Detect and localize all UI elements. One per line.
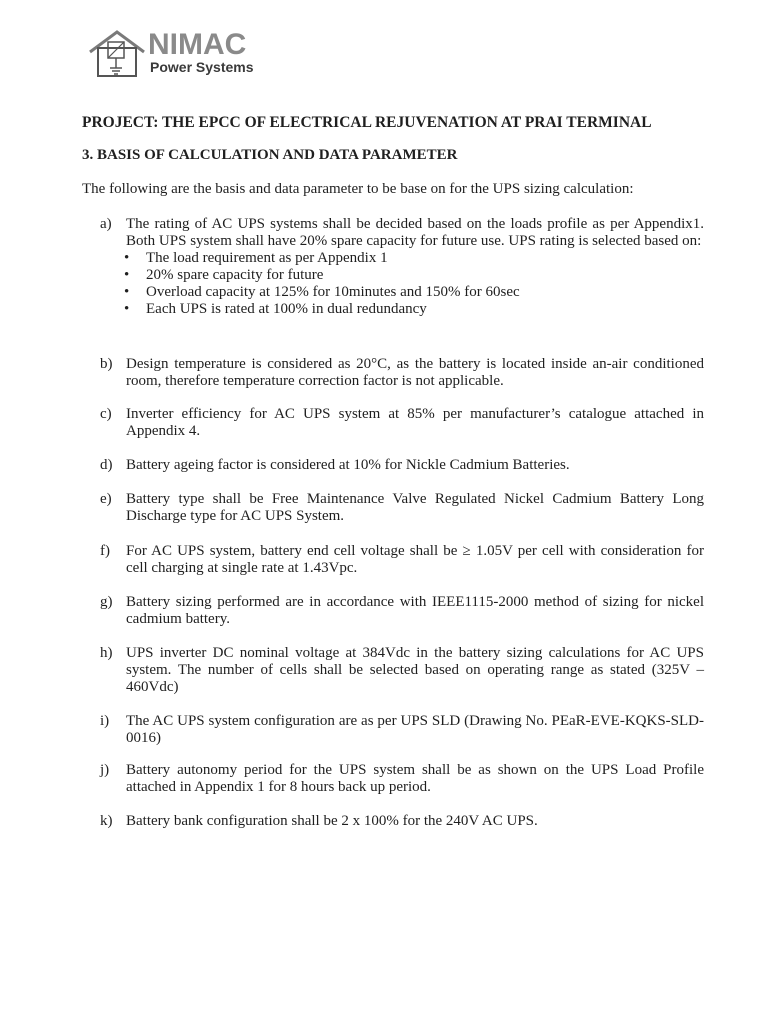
bullet-item: • 20% spare capacity for future: [124, 267, 324, 283]
list-marker: b): [100, 356, 113, 372]
list-marker: k): [100, 813, 113, 829]
list-marker: h): [100, 645, 113, 661]
bullet-list: [100, 250, 704, 318]
bullet-item: • Overload capacity at 125% for 10minutes and 150% for 60sec: [124, 284, 520, 300]
list-item-g: [100, 594, 704, 628]
list-item-text: The AC UPS system configuration are as per UPS SLD (Drawing No. PEaR-EVE-KQKS-SLD-0016): [126, 713, 704, 746]
logo-brand-text: NIMAC: [148, 28, 247, 61]
bullet-icon: •: [124, 284, 130, 300]
company-logo: [88, 28, 288, 80]
list-item-text: UPS inverter DC nominal voltage at 384Vdc in the battery sizing calculations for AC UPS system. The number of cells shall be selected based on operating range as stated (325V – 460Vdc): [126, 645, 704, 695]
list-marker: j): [100, 762, 110, 778]
list-item-text: Battery autonomy period for the UPS system shall be as shown on the UPS Load Profile attached in Appendix 1 for 8 hours back up period.: [126, 762, 704, 795]
list-item-i: [100, 713, 704, 747]
list-item-f: [100, 543, 704, 577]
list-item-k: [100, 813, 704, 830]
list-marker: f): [100, 543, 110, 559]
list-item-h: [100, 645, 704, 696]
bullet-icon: •: [124, 267, 130, 283]
section-title: 3. BASIS OF CALCULATION AND DATA PARAMETER: [82, 147, 458, 163]
list-item-a: [100, 216, 704, 318]
bullet-item: • Each UPS is rated at 100% in dual redundancy: [124, 301, 427, 317]
list-item-text: Inverter efficiency for AC UPS system at 85% per manufacturer’s catalogue attached in Appendix 4.: [126, 406, 704, 439]
list-item-text: For AC UPS system, battery end cell voltage shall be ≥ 1.05V per cell with consideration for cell charging at single rate at 1.43Vpc.: [126, 543, 704, 576]
list-marker: e): [100, 491, 112, 507]
list-item-j: [100, 762, 704, 796]
bullet-item: • The load requirement as per Appendix 1: [124, 250, 388, 266]
intro-paragraph: The following are the basis and data parameter to be base on for the UPS sizing calculation:: [82, 181, 634, 197]
list-item-text: Design temperature is considered as 20°C, as the battery is located inside an-air conditioned room, therefore temperature correction factor is not applicable.: [126, 356, 704, 389]
list-marker: c): [100, 406, 112, 422]
list-item-b: [100, 356, 704, 390]
list-item-text: Battery type shall be Free Maintenance Valve Regulated Nickel Cadmium Battery Long Discharge type for AC UPS System.: [126, 491, 704, 524]
list-item-c: [100, 406, 704, 440]
list-item-text: Battery ageing factor is considered at 10% for Nickle Cadmium Batteries.: [126, 457, 570, 473]
list-item-text: The rating of AC UPS systems shall be decided based on the loads profile as per Appendix1. Both UPS system shall have 20% spare capacity for future use. UPS rating is selected based on:: [126, 216, 704, 249]
list-item-e: [100, 491, 704, 525]
list-marker: g): [100, 594, 113, 610]
list-marker: i): [100, 713, 110, 729]
house-logo-icon: [88, 28, 146, 80]
list-item-text: Battery bank configuration shall be 2 x 100% for the 240V AC UPS.: [126, 813, 538, 829]
list-marker: a): [100, 216, 112, 232]
bullet-icon: •: [124, 250, 130, 266]
list-item-d: [100, 457, 704, 474]
list-item-text: Battery sizing performed are in accordance with IEEE1115-2000 method of sizing for nickel cadmium battery.: [126, 594, 704, 627]
list-marker: d): [100, 457, 113, 473]
logo-subtitle-text: Power Systems: [150, 59, 254, 75]
project-title: PROJECT: THE EPCC OF ELECTRICAL REJUVENATION AT PRAI TERMINAL: [82, 114, 652, 131]
bullet-icon: •: [124, 301, 130, 317]
